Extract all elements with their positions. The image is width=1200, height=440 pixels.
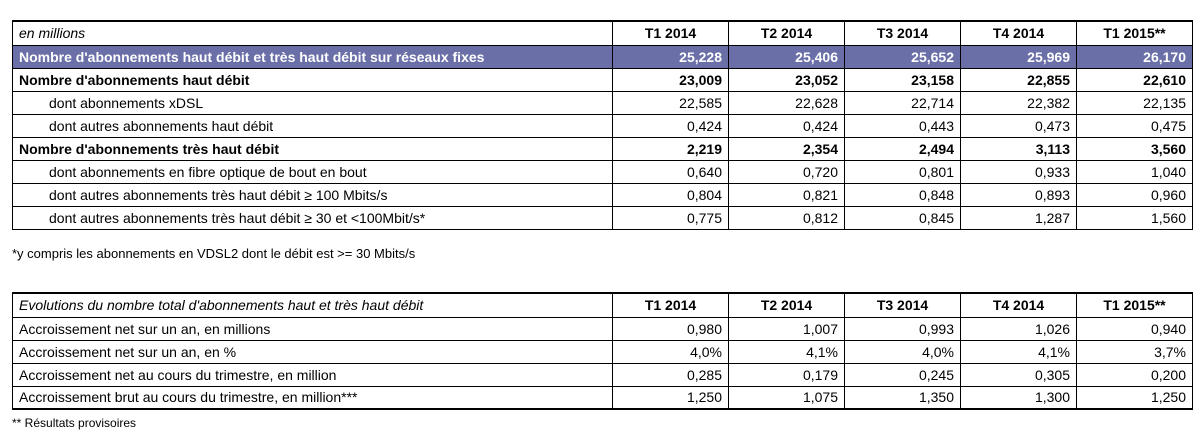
- cell-value: 22,628: [729, 91, 845, 114]
- cell-value: 4,0%: [845, 340, 961, 363]
- cell-value: 1,250: [1077, 386, 1193, 409]
- cell-value: 0,845: [845, 206, 961, 229]
- cell-value: 1,026: [961, 317, 1077, 340]
- cell-value: 0,179: [729, 363, 845, 386]
- cell-value: 0,960: [1077, 183, 1193, 206]
- cell-value: 22,382: [961, 91, 1077, 114]
- row-label: dont autres abonnements très haut débit ≥ 30 et <100Mbit/s*: [13, 206, 613, 229]
- row-label: dont autres abonnements haut débit: [13, 114, 613, 137]
- cell-value: 1,560: [1077, 206, 1193, 229]
- cell-value: 2,354: [729, 137, 845, 160]
- row-label: dont autres abonnements très haut débit ≥ 100 Mbits/s: [13, 183, 613, 206]
- table-header-row: [13, 293, 1193, 317]
- row-label: Accroissement net au cours du trimestre, en million: [13, 363, 613, 386]
- cell-value: 0,980: [613, 317, 729, 340]
- table-row: [13, 137, 1193, 160]
- table-row: [13, 386, 1193, 409]
- column-header: T2 2014: [729, 293, 845, 317]
- cell-value: 4,1%: [729, 340, 845, 363]
- cell-value: 3,7%: [1077, 340, 1193, 363]
- cell-value: 0,940: [1077, 317, 1193, 340]
- cell-value: 0,475: [1077, 114, 1193, 137]
- cell-value: 1,040: [1077, 160, 1193, 183]
- cell-value: 23,009: [613, 68, 729, 91]
- row-label: Nombre d'abonnements haut débit et très haut débit sur réseaux fixes: [13, 45, 613, 68]
- cell-value: 25,406: [729, 45, 845, 68]
- cell-value: 0,473: [961, 114, 1077, 137]
- unit-label: en millions: [13, 21, 613, 45]
- cell-value: 0,285: [613, 363, 729, 386]
- table-row: [13, 206, 1193, 229]
- cell-value: 23,158: [845, 68, 961, 91]
- row-label: Accroissement brut au cours du trimestre, en million***: [13, 386, 613, 409]
- cell-value: 3,113: [961, 137, 1077, 160]
- cell-value: 25,652: [845, 45, 961, 68]
- cell-value: 22,714: [845, 91, 961, 114]
- cell-value: 3,560: [1077, 137, 1193, 160]
- cell-value: 0,812: [729, 206, 845, 229]
- column-header: T4 2014: [961, 21, 1077, 45]
- cell-value: 0,424: [613, 114, 729, 137]
- cell-value: 0,775: [613, 206, 729, 229]
- table-row: [13, 340, 1193, 363]
- column-header: T4 2014: [961, 293, 1077, 317]
- cell-value: 0,848: [845, 183, 961, 206]
- column-header: T3 2014: [845, 21, 961, 45]
- footnote-provisional: ** Résultats provisoires: [12, 416, 137, 430]
- cell-value: 0,640: [613, 160, 729, 183]
- row-label: dont abonnements xDSL: [13, 91, 613, 114]
- row-label: Nombre d'abonnements très haut débit: [13, 137, 613, 160]
- cell-value: 4,1%: [961, 340, 1077, 363]
- cell-value: 0,305: [961, 363, 1077, 386]
- cell-value: 0,200: [1077, 363, 1193, 386]
- cell-value: 22,585: [613, 91, 729, 114]
- cell-value: 22,135: [1077, 91, 1193, 114]
- cell-value: 0,804: [613, 183, 729, 206]
- row-label: Accroissement net sur un an, en %: [13, 340, 613, 363]
- cell-value: 22,855: [961, 68, 1077, 91]
- cell-value: 0,993: [845, 317, 961, 340]
- row-label: dont abonnements en fibre optique de bout en bout: [13, 160, 613, 183]
- cell-value: 1,250: [613, 386, 729, 409]
- table-row: [13, 317, 1193, 340]
- column-header: T2 2014: [729, 21, 845, 45]
- cell-value: 26,170: [1077, 45, 1193, 68]
- cell-value: 1,007: [729, 317, 845, 340]
- cell-value: 22,610: [1077, 68, 1193, 91]
- subscriptions-table: [12, 20, 1193, 230]
- cell-value: 0,821: [729, 183, 845, 206]
- table-row: [13, 68, 1193, 91]
- row-label: Accroissement net sur un an, en millions: [13, 317, 613, 340]
- cell-value: 1,075: [729, 386, 845, 409]
- cell-value: 25,969: [961, 45, 1077, 68]
- table-row: [13, 363, 1193, 386]
- cell-value: 0,424: [729, 114, 845, 137]
- cell-value: 0,245: [845, 363, 961, 386]
- row-label: Nombre d'abonnements haut débit: [13, 68, 613, 91]
- cell-value: 4,0%: [613, 340, 729, 363]
- table-row: [13, 160, 1193, 183]
- cell-value: 2,494: [845, 137, 961, 160]
- column-header: T1 2014: [613, 21, 729, 45]
- column-header: T1 2014: [613, 293, 729, 317]
- column-header: T1 2015**: [1077, 293, 1193, 317]
- cell-value: 1,350: [845, 386, 961, 409]
- column-header: T1 2015**: [1077, 21, 1193, 45]
- cell-value: 0,893: [961, 183, 1077, 206]
- table-row: [13, 114, 1193, 137]
- table-header-row: [13, 21, 1193, 45]
- column-header: T3 2014: [845, 293, 961, 317]
- cell-value: 0,801: [845, 160, 961, 183]
- table-title: Evolutions du nombre total d'abonnements haut et très haut débit: [13, 293, 613, 317]
- table-row: [13, 91, 1193, 114]
- cell-value: 0,933: [961, 160, 1077, 183]
- cell-value: 23,052: [729, 68, 845, 91]
- table-row: [13, 183, 1193, 206]
- footnote-vdsl2: *y compris les abonnements en VDSL2 dont le débit est >= 30 Mbits/s: [12, 246, 416, 261]
- cell-value: 0,443: [845, 114, 961, 137]
- evolution-table: [12, 292, 1193, 410]
- cell-value: 25,228: [613, 45, 729, 68]
- cell-value: 0,720: [729, 160, 845, 183]
- cell-value: 2,219: [613, 137, 729, 160]
- cell-value: 1,300: [961, 386, 1077, 409]
- table-row-total: [13, 45, 1193, 68]
- cell-value: 1,287: [961, 206, 1077, 229]
